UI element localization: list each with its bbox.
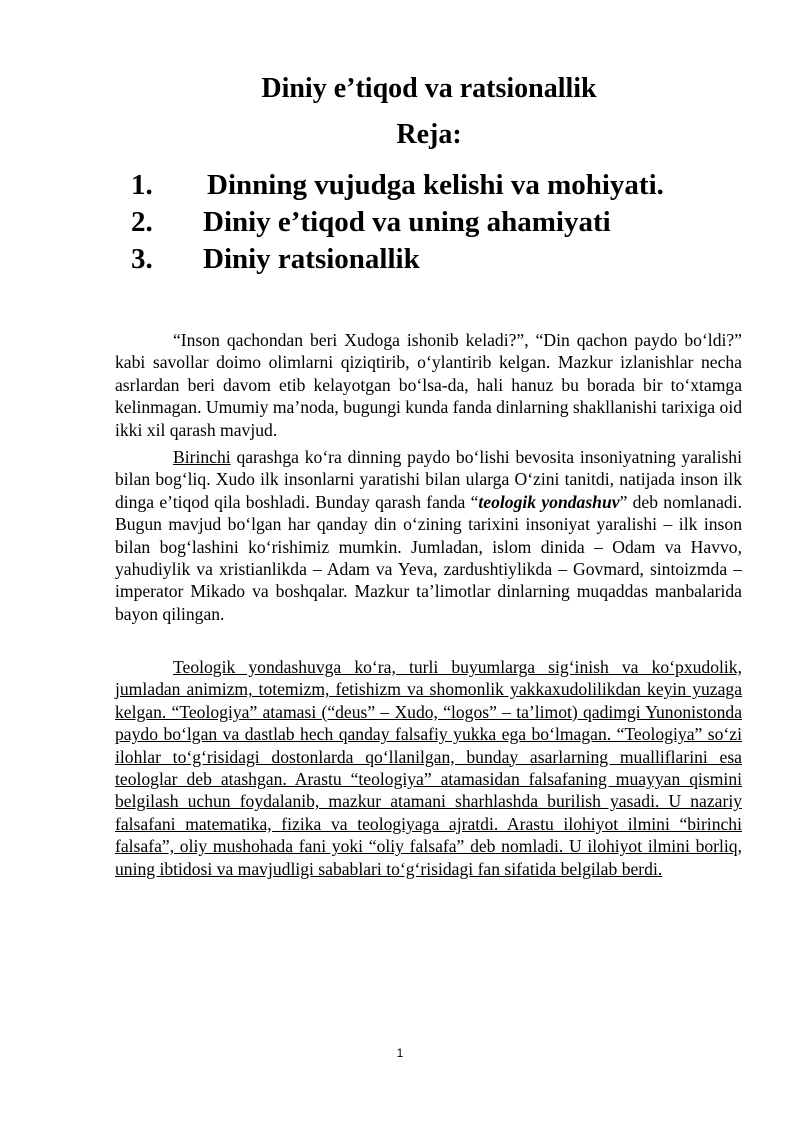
plan-item-number: 1. [131,169,153,201]
lead-word: Birinchi [173,447,231,467]
paragraph-part-1: qarashga ko‘ra dinning paydo bo‘lishi bevosita insoniyatning yaralishi bilan bog‘liq. Xudo ilk insonlarni yaratishi bilan ularga O‘zini tanitdi, natijada inson ilk dinga e’tiqod qila boshladi. Bunday qarash fanda “ [115,447,742,512]
plan-heading: Reja: [396,119,462,150]
paragraph-part-2: ” deb nomlanadi. Bugun mavjud bo‘lgan har qanday din o‘zining tarixini insoniyat yaralishi – ilk inson bilan bog‘lashini ko‘rishimiz mumkin. Jumladan, islom dinida – Odam va Havvo, yahudiylik va xristianlikda – Adam va Yeva, zardushtiylikda – Govmard, sintoizmda – imperator Mikado va boshqalar. Mazkur ta’limotlar dinlarning muqaddas manbalarida bayon qilingan. [115,491,742,624]
plan-item-number: 2. [131,206,153,238]
plan-item [131,167,664,204]
plan-item-text: Diniy ratsionallik [203,243,420,275]
paragraph-text: Teologik yondashuvga ko‘ra, turli buyumlarga sig‘inish va ko‘pxudolik, jumladan animizm, totemizm, fetishizm va shomonlik yakkaxudolilikdan keyin yuzaga kelgan. “Teologiya” atamasi (“deus” – Xudo, “logos” – ta’limot) qadimgi Yunonistonda paydo bo‘lgan va dastlab hech qanday falsafiy yukka ega bo‘lmagan. “Teologiya” so‘zi ilohlar to‘g‘risidagi dostonlarda qo‘llanilgan, bunday asarlarning mualliflarini esa teologlar deb atashgan. Arastu “teologiya” atamasidan falsafaning muayyan qismini belgilash uchun foydalanib, mazkur atamani sharhlashda burilish yasadi. U nazariy falsafani matematika, fizika va teologiyaga ajratdi. Arastu ilohiyot ilmini “birinchi falsafa”, oliy mushohada fani yoki “oliy falsafa” deb nomladi. U ilohiyot ilmini borliq, uning ibtidosi va mavjudligi sabablari to‘g‘risidagi fan sifatida belgilab berdi. [115,657,742,879]
plan-item [131,241,664,278]
paragraph-text [115,446,742,625]
paragraph-text: “Inson qachondan beri Xudoga ishonib keladi?”, “Din qachon paydo bo‘ldi?” kabi savollar doimo olimlarni qiziqtirib, o‘ylantirib kelgan. Mazkur izlanishlar necha asrlardan beri davom etib kelayotgan bo‘lsa-da, hali hanuz bu borada bir to‘xtamga kelinmagan. Umumiy ma’noda, bugungi kunda fanda dinlarning shakllanishi tarixiga oid ikki xil qarash mavjud. [115,330,742,440]
plan-item-text: Dinning vujudga kelishi va mohiyati. [207,169,664,201]
plan-item [131,204,664,241]
plan-list [131,167,664,278]
body-paragraph-2 [115,446,742,625]
document-title: Diniy e’tiqod va ratsionallik [261,73,597,104]
plan-item-number: 3. [131,243,153,275]
body-paragraph-1 [115,329,742,441]
body-paragraph-3 [115,656,742,880]
plan-item-text: Diniy e’tiqod va uning ahamiyati [203,206,611,238]
page-number: 1 [396,1046,404,1060]
emphasis-term: teologik yondashuv [478,491,620,512]
